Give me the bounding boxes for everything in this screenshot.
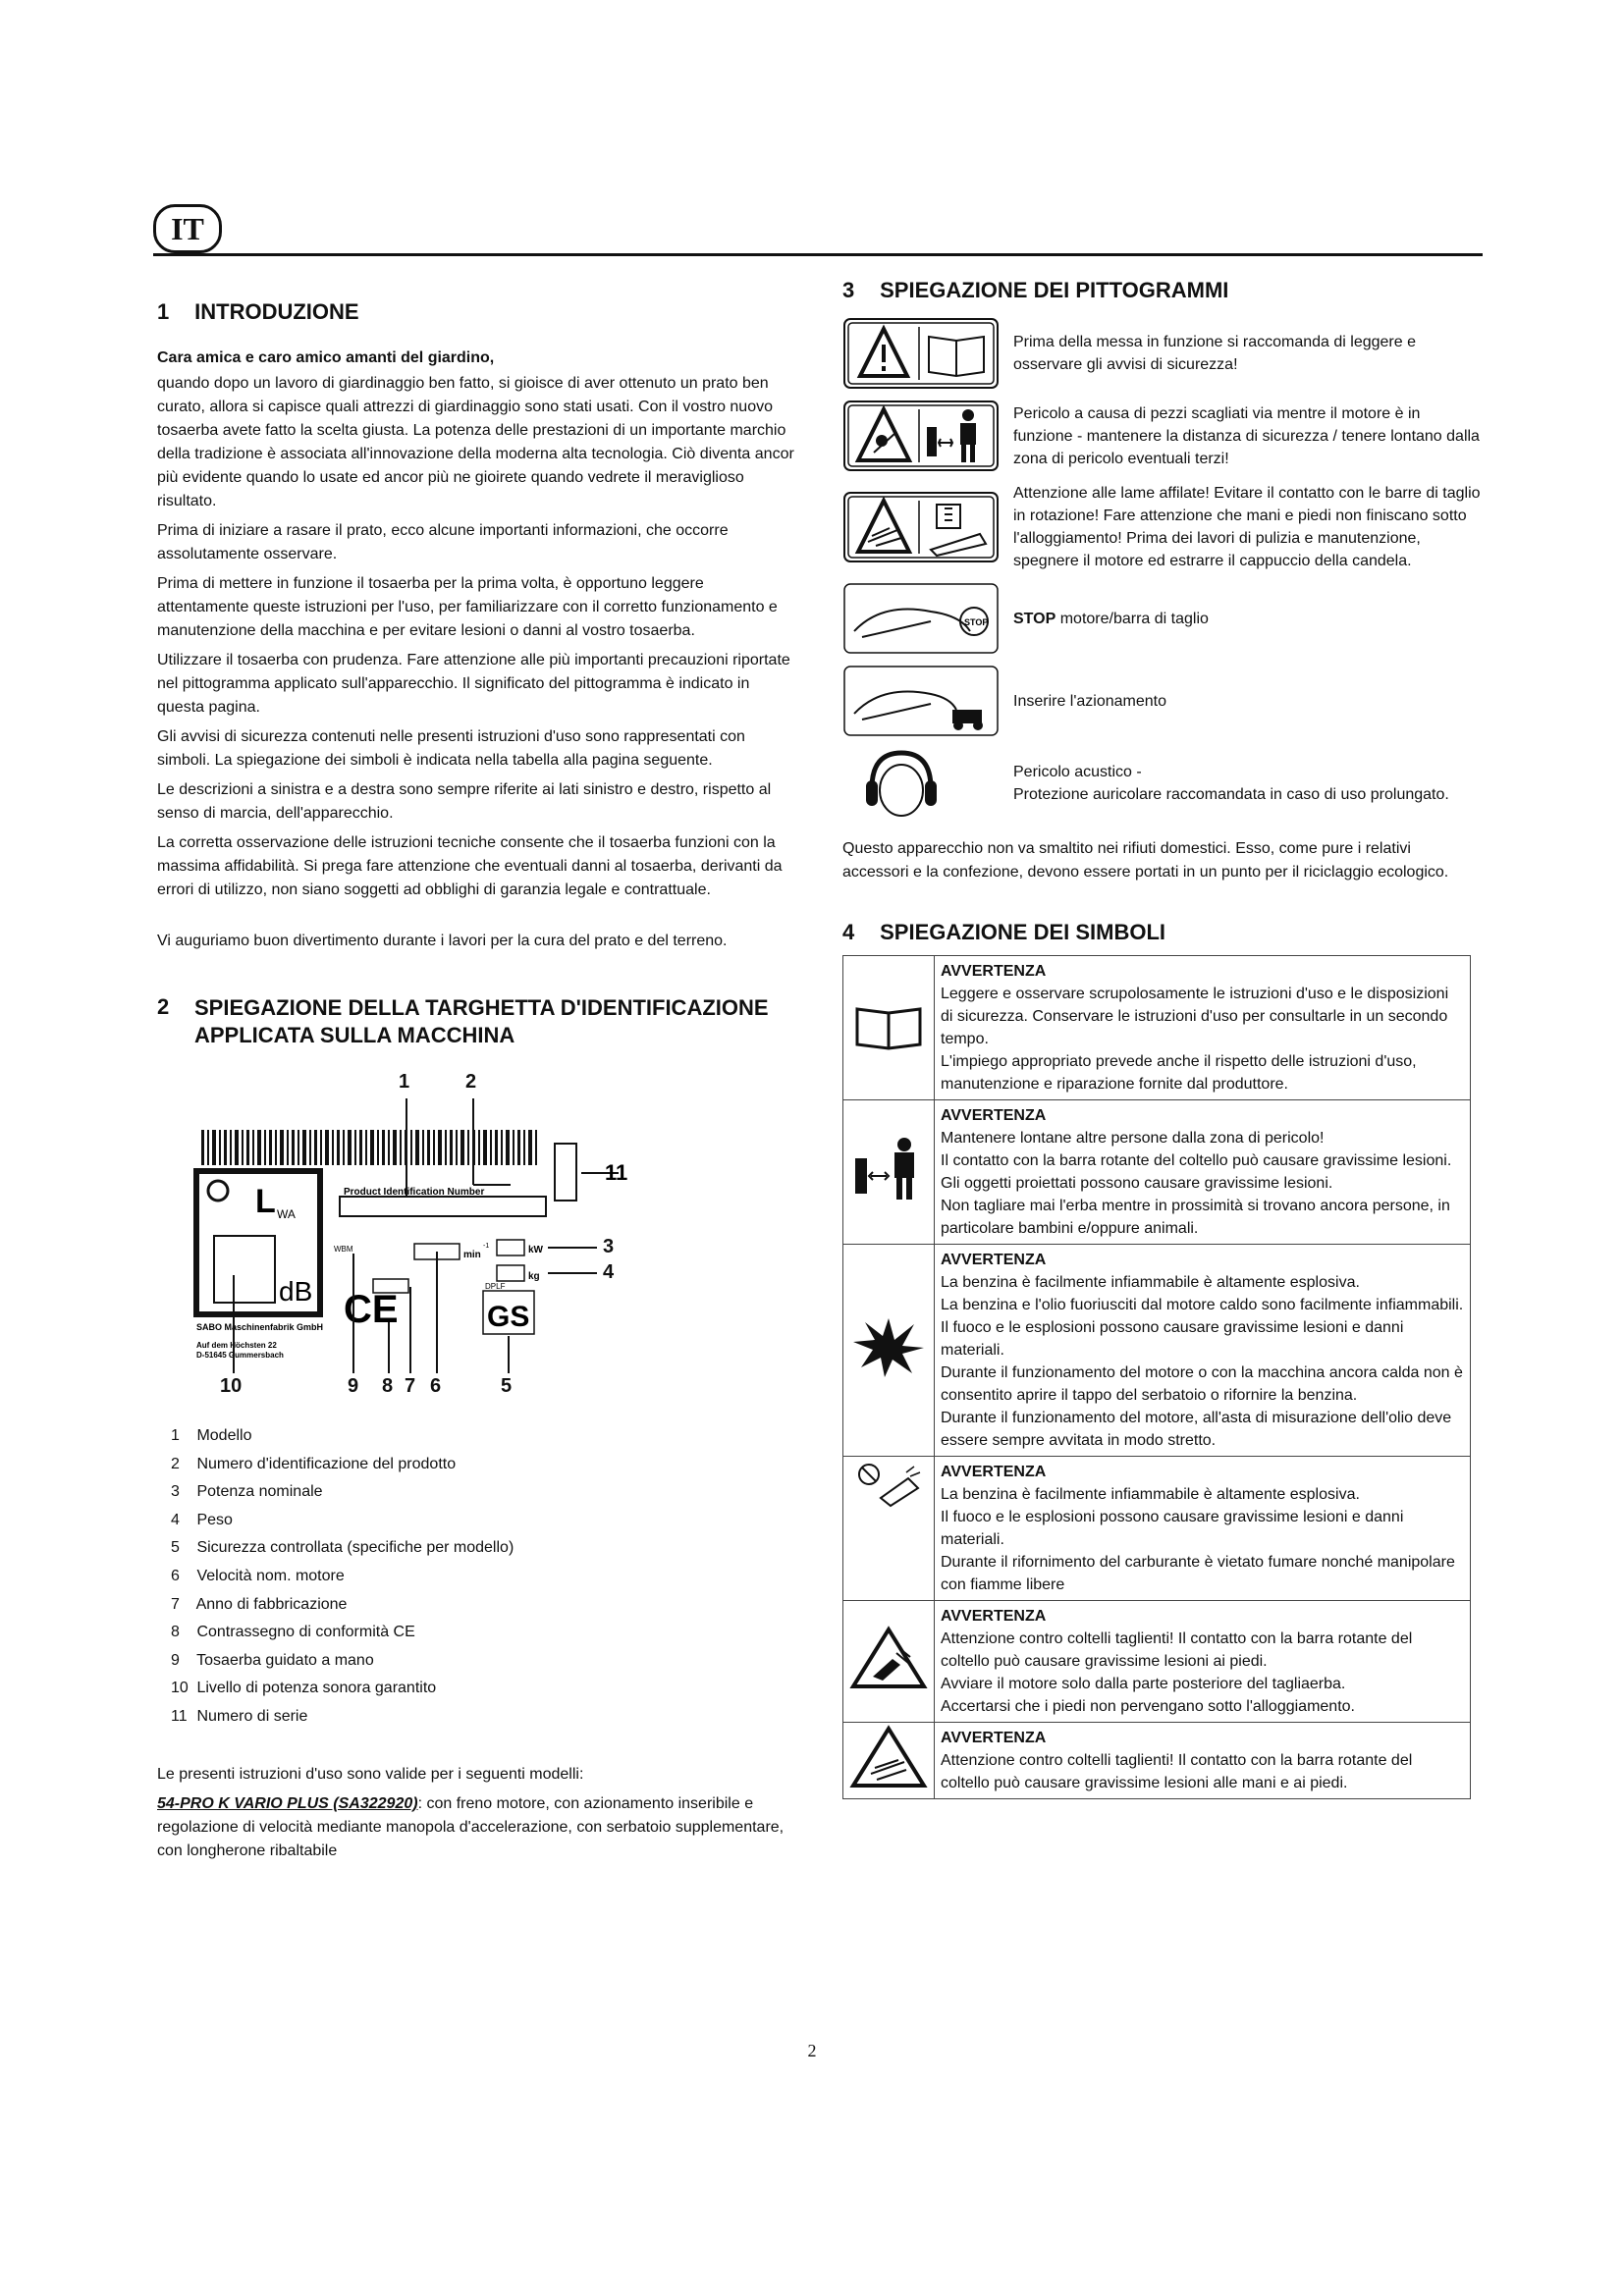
svg-text:Auf dem Höchsten 22: Auf dem Höchsten 22 xyxy=(196,1341,277,1350)
callout-6: 6 xyxy=(430,1375,442,1397)
list-item: 3 Potenza nominale xyxy=(171,1483,323,1501)
intro-paragraph: Prima di iniziare a rasare il prato, ecco alcune importanti informazioni, che occorre assolutamente osservare. xyxy=(157,522,729,562)
list-item: 8 Contrassegno di conformità CE xyxy=(171,1624,415,1641)
pictogram-row xyxy=(842,582,1481,655)
svg-text:L: L xyxy=(255,1183,276,1220)
page-number: 2 xyxy=(807,2041,817,2060)
ear-protection-icon xyxy=(842,747,1000,820)
callout-1: 1 xyxy=(399,1071,410,1093)
callout-8: 8 xyxy=(382,1375,394,1397)
intro-paragraph: Le descrizioni a sinistra e a destra sono sempre riferite ai lati sinistro e destro, rispetto al senso di marcia, dell'apparecchio. xyxy=(157,781,772,822)
model-description: 54-PRO K VARIO PLUS (SA322920): con freno motore, con azionamento inseribile e regolazione di velocità mediante manopola d'accelerazione, con serbatoio supplementare, con longherone ribaltabile xyxy=(157,1794,785,1859)
svg-text:CE: CE xyxy=(344,1288,399,1331)
intro-closing: Vi auguriamo buon divertimento durante i lavori per la cura del prato e del terreno. xyxy=(157,933,728,949)
callout-3: 3 xyxy=(603,1236,615,1257)
warning-read-manual-icon xyxy=(842,317,1000,390)
language-badge: IT xyxy=(153,204,222,253)
table-row: AVVERTENZA Attenzione contro coltelli taglienti! Il contatto con la barra rotante del coltello può causare gravissime lesioni ai piedi. Avviare il motore solo dalla parte posteriore del tagliaerba. Accertarsi che i piedi non pervengano sotto l'alloggiamento. xyxy=(843,1601,1471,1723)
pictogram-row xyxy=(842,317,1481,390)
list-item: 5 Sicurezza controllata (specifiche per modello) xyxy=(171,1539,514,1557)
flying-parts-icon xyxy=(842,400,1000,472)
pictogram-row xyxy=(842,482,1481,572)
models-intro: Le presenti istruzioni d'uso sono valide per i seguenti modelli: xyxy=(157,1765,584,1783)
intro-paragraph: La corretta osservazione delle istruzioni tecniche consente che il tosaerba funzioni con la massima affidabilità. Si prega fare attenzione che eventuali danni al tosaerba, derivanti da errori di utilizzo, non siano soggetti ad obblighi di garanzia legale e contrattuale. xyxy=(157,834,783,898)
intro-paragraph: Gli avvisi di sicurezza contenuti nelle presenti istruzioni d'uso sono rappresentati con simboli. La spiegazione dei simboli è indicata nella tabella alla pagina seguente. xyxy=(157,728,745,769)
explosion-icon xyxy=(849,1312,928,1381)
pictogram-text: Prima della messa in funzione si raccomanda di leggere e osservare gli avvisi di sicurezza! xyxy=(1013,334,1416,373)
callout-10: 10 xyxy=(220,1375,243,1397)
pictogram-row xyxy=(842,400,1481,472)
table-row: AVVERTENZA La benzina è facilmente infiammabile è altamente esplosiva. Il fuoco e le esplosioni possono causare gravissime lesioni e danni materiali. Durante il rifornimento del carburante è vietato fumare nonché manipolare con fiamme libere xyxy=(843,1457,1471,1601)
callout-9: 9 xyxy=(348,1375,359,1397)
callout-4: 4 xyxy=(603,1261,615,1283)
symbols-table xyxy=(842,955,1471,1799)
sharp-blades-icon xyxy=(842,491,1000,563)
intro-paragraph: quando dopo un lavoro di giardinaggio ben fatto, si gioisce di aver ottenuto un prato ben curato, allora si capisce quali attrezzi di giardinaggio sono stati usati. Con il vostro nuovo tosaerba avete fatto la scelta giusta. La potenza delle prestazioni di un importante marchio della tradizione è associata all'innovazione della moderna alta tecnologia. Ciò diventa ancor più evidente quando lo usate ed ancor più ne gioirete quando vedrete il meraviglioso risultato. xyxy=(157,375,794,509)
svg-text:GS: GS xyxy=(487,1301,530,1333)
disposal-note: Questo apparecchio non va smaltito nei rifiuti domestici. Esso, come pure i relativi accessori e la confezione, devono essere portati in un punto per il riciclaggio ecologico. xyxy=(842,840,1449,881)
pictogram-text: Pericolo acustico - Protezione auricolare raccomandata in caso di uso prolungato. xyxy=(1013,764,1449,803)
drive-lever-icon xyxy=(842,665,1000,737)
intro-paragraph: Prima di mettere in funzione il tosaerba per la prima volta, è opportuno leggere attentamente queste istruzioni per l'uso, per familiarizzare con il corretto funzionamento e manutenzione della macchina e per evitare lesioni o danni al vostro tosaerba. xyxy=(157,575,778,639)
list-item: 4 Peso xyxy=(171,1511,233,1528)
svg-text:dB: dB xyxy=(279,1276,313,1307)
svg-text:kg: kg xyxy=(528,1271,540,1282)
list-item: 9 Tosaerba guidato a mano xyxy=(171,1651,374,1669)
hand-foot-cut-icon xyxy=(849,1725,928,1789)
section-3-title: 3 SPIEGAZIONE DEI PITTOGRAMMI xyxy=(842,278,1229,302)
section-2-title: 2 SPIEGAZIONE DELLA TARGHETTA D'IDENTIFICAZIONE APPLICATA SULLA MACCHINA xyxy=(157,994,769,1047)
hand-cut-icon xyxy=(849,1624,928,1692)
left-column xyxy=(157,299,795,1869)
section-1-title: 1 INTRODUZIONE xyxy=(157,299,359,324)
svg-text:min: min xyxy=(463,1250,481,1260)
table-row: AVVERTENZA Mantenere lontane altre persone dalla zona di pericolo! Il contatto con la barra rotante del coltello può causare gravissime lesioni. Gli oggetti proiettati possono causare gravissime lesioni. Non tagliare mai l'erba mentre in prossimità si trovano ancora persone, in particolare bambini e/oppure animali. xyxy=(843,1100,1471,1245)
svg-text:-1: -1 xyxy=(483,1243,490,1250)
barcode xyxy=(201,1130,537,1165)
intro-greeting: Cara amica e caro amico amanti del giardino, xyxy=(157,349,495,366)
table-row: AVVERTENZA Attenzione contro coltelli taglienti! Il contatto con la barra rotante del coltello può causare gravissime lesioni alle mani e ai piedi. xyxy=(843,1723,1471,1799)
keep-distance-icon xyxy=(849,1135,928,1203)
callout-2: 2 xyxy=(465,1071,477,1093)
table-row: AVVERTENZA Leggere e osservare scrupolosamente le istruzioni d'uso e le disposizioni di sicurezza. Conservare le istruzioni d'uso per consultarle in un secondo tempo. L'impiego appropriato prevede anche il rispetto delle istruzioni d'uso, manutenzione e riparazione fornite dal produttore. xyxy=(843,956,1471,1100)
list-item: 1 Modello xyxy=(171,1427,252,1444)
identification-plate-drawing xyxy=(157,1079,668,1403)
intro-paragraph: Utilizzare il tosaerba con prudenza. Fare attenzione alle più importanti precauzioni riportate nel pittogramma applicato sull'apparecchio. Il significato del pittogramma è indicato in questa pagina. xyxy=(157,652,790,716)
callout-5: 5 xyxy=(501,1375,513,1397)
header-rule xyxy=(153,253,1483,256)
list-item: 2 Numero d'identificazione del prodotto xyxy=(171,1455,457,1472)
svg-text:kW: kW xyxy=(528,1245,543,1255)
manual-book-icon xyxy=(849,995,928,1054)
svg-text:WBM: WBM xyxy=(334,1245,353,1254)
svg-text:DPLF: DPLF xyxy=(485,1282,506,1291)
pictogram-text: STOP motore/barra di taglio xyxy=(1013,610,1209,627)
pictogram-text: Attenzione alle lame affilate! Evitare il contatto con le barre di taglio in rotazione! Fare attenzione che mani e piedi non finiscano sotto l'alloggiamento! Prima dei lavori di pulizia e manutenzione, spegnere il motore ed estrarre il cappuccio della candela. xyxy=(1013,485,1481,569)
pictogram-row xyxy=(842,665,1481,737)
section-4-title: 4 SPIEGAZIONE DEI SIMBOLI xyxy=(842,920,1166,944)
svg-text:WA: WA xyxy=(277,1207,296,1221)
pictogram-text: Pericolo a causa di pezzi scagliati via mentre il motore è in funzione - mantenere la distanza di sicurezza / tenere lontano dalla zona di pericolo eventuali terzi! xyxy=(1013,404,1480,467)
list-item: 11 Numero di serie xyxy=(171,1707,308,1725)
svg-text:D-51645 Gummersbach: D-51645 Gummersbach xyxy=(196,1351,284,1360)
table-row: AVVERTENZA La benzina è facilmente infiammabile è altamente esplosiva. La benzina e l'olio fuoriusciti dal motore caldo sono facilmente infiammabili. Il fuoco e le esplosioni possono causare gravissime lesioni e danni materiali. Durante il funzionamento del motore o con la macchina ancora calda non è consentito aprire il tappo del serbatoio o rifornire la benzina. Durante il funzionamento del motore, all'asta di misurazione dell'olio deve essere sempre avvitata in modo stretto. xyxy=(843,1245,1471,1457)
svg-text:SABO Maschinenfabrik GmbH: SABO Maschinenfabrik GmbH xyxy=(196,1322,324,1332)
pictogram-row xyxy=(842,747,1481,820)
right-column xyxy=(842,278,1481,1799)
list-item: 6 Velocità nom. motore xyxy=(171,1567,345,1584)
plate-legend-list xyxy=(171,1422,795,1732)
stop-lever-icon xyxy=(842,582,1000,655)
list-item: 10 Livello di potenza sonora garantito xyxy=(171,1680,437,1697)
no-smoking-fuel-icon xyxy=(849,1459,928,1508)
list-item: 7 Anno di fabbricazione xyxy=(171,1595,348,1613)
callout-7: 7 xyxy=(405,1375,416,1397)
svg-text:STOP: STOP xyxy=(964,617,989,627)
pictogram-text: Inserire l'azionamento xyxy=(1013,692,1167,710)
svg-text:Product Identification Number: Product Identification Number xyxy=(344,1187,485,1198)
svg-text:11: 11 xyxy=(605,1160,628,1185)
identification-plate xyxy=(157,1071,668,1403)
